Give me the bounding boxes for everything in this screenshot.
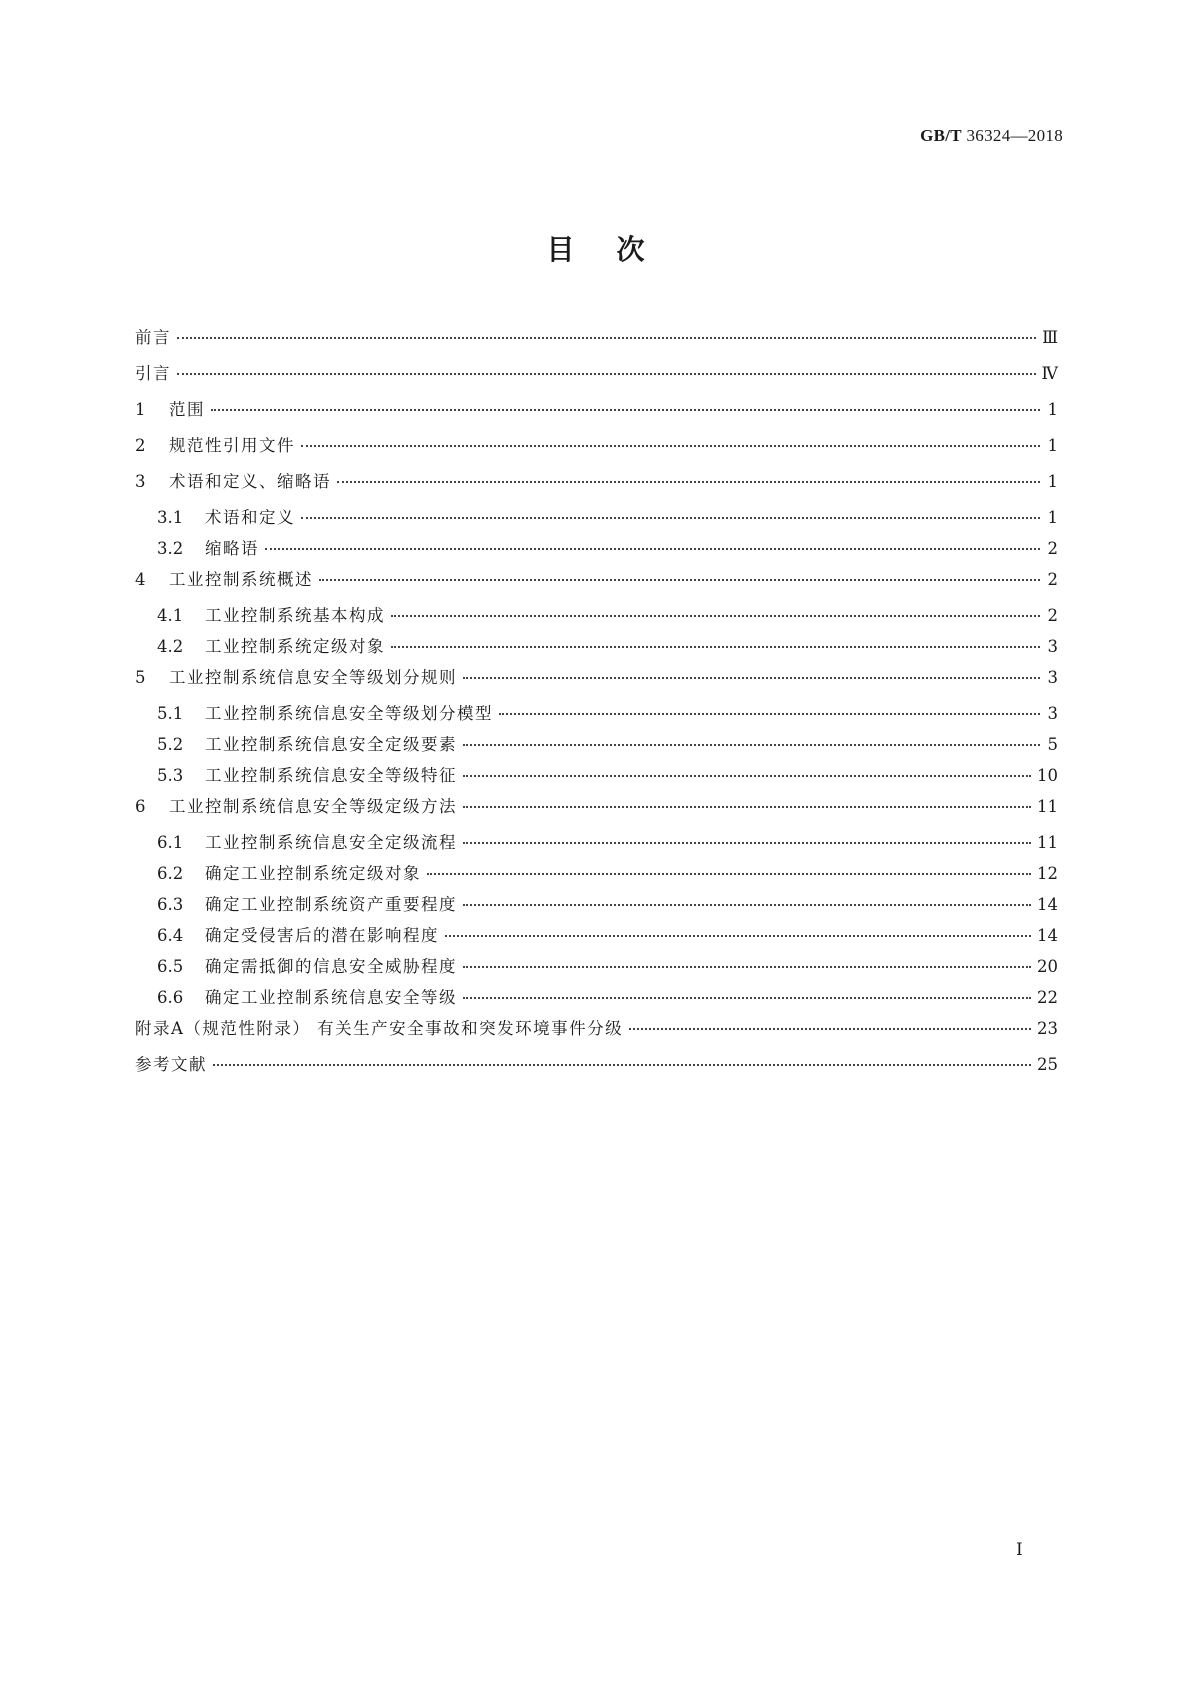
toc-entry[interactable] [135,324,1058,360]
dot-leader [463,966,1031,968]
dot-leader [265,548,1040,550]
toc-entry-number: 3 [135,472,146,491]
toc-entry-page: Ⅳ [1041,364,1058,383]
toc-entry[interactable] [135,602,1058,633]
table-of-contents [135,324,1058,1087]
toc-entry[interactable] [135,1015,1058,1051]
toc-entry-label: 确定工业控制系统信息安全等级 [205,988,457,1007]
toc-entry[interactable] [135,984,1058,1015]
dot-leader [177,373,1036,375]
toc-entry-label: 工业控制系统概述 [169,570,313,589]
toc-entry-number: 6.3 [157,895,184,914]
toc-entry-page: 23 [1037,1019,1058,1038]
dot-leader [391,646,1040,648]
toc-entry-number: 6.6 [157,988,184,1007]
toc-entry-number: 1 [135,400,146,419]
toc-entry-label: 确定需抵御的信息安全威胁程度 [205,957,457,976]
toc-entry-label: 范围 [169,400,205,419]
toc-entry-page: 2 [1047,570,1058,589]
toc-entry-label: 工业控制系统信息安全定级流程 [205,833,457,852]
dot-leader [301,445,1040,447]
toc-entry-number: 3.2 [157,539,184,558]
toc-entry-number: 6 [135,797,146,816]
dot-leader [319,579,1040,581]
toc-entry-label: 工业控制系统信息安全等级特征 [205,766,457,785]
toc-entry-page: 22 [1037,988,1058,1007]
toc-entry-number: 5 [135,668,146,687]
toc-entry-label: 工业控制系统信息安全等级划分规则 [169,668,457,687]
toc-entry-page: 12 [1037,864,1058,883]
standard-id: 36324—2018 [966,126,1063,145]
toc-entry-page: 2 [1047,539,1058,558]
toc-entry-number: 6.4 [157,926,184,945]
toc-entry[interactable] [135,468,1058,504]
toc-entry-label: 缩略语 [205,539,259,558]
toc-entry-number: 5.1 [157,704,184,723]
standard-code: GB/T [920,126,962,145]
toc-entry-page: 1 [1047,472,1058,491]
dot-leader [391,615,1040,617]
toc-entry[interactable] [135,633,1058,664]
toc-entry-label: 工业控制系统信息安全等级定级方法 [169,797,457,816]
dot-leader [463,806,1031,808]
toc-entry-number: 6.2 [157,864,184,883]
toc-entry-number: 5.3 [157,766,184,785]
toc-entry-page: 11 [1037,797,1058,816]
toc-entry[interactable] [135,700,1058,731]
dot-leader [211,409,1040,411]
toc-entry-page: 25 [1037,1055,1058,1074]
toc-entry[interactable] [135,953,1058,984]
toc-entry-number: 6.5 [157,957,184,976]
toc-entry-page: 3 [1047,637,1058,656]
page-number: I [1016,1540,1023,1560]
toc-entry[interactable] [135,731,1058,762]
toc-entry[interactable] [135,860,1058,891]
toc-entry[interactable] [135,664,1058,700]
toc-title: 目次 [546,233,687,266]
toc-entry-number: 3.1 [157,508,184,527]
toc-entry-page: 3 [1047,704,1058,723]
toc-entry-page: 1 [1047,400,1058,419]
toc-entry-label: 工业控制系统基本构成 [205,606,385,625]
dot-leader [337,481,1040,483]
toc-entry-label: 术语和定义 [205,508,295,527]
toc-entry[interactable] [135,396,1058,432]
toc-entry[interactable] [135,829,1058,860]
toc-entry-number: 2 [135,436,146,455]
dot-leader [177,337,1036,339]
toc-entry-label: 工业控制系统信息安全定级要素 [205,735,457,754]
dot-leader [213,1064,1031,1066]
toc-entry-page: 2 [1047,606,1058,625]
toc-entry-label: 术语和定义、缩略语 [169,472,331,491]
toc-entry[interactable] [135,1051,1058,1087]
toc-entry-label: 引言 [135,364,171,383]
toc-entry[interactable] [135,793,1058,829]
toc-entry[interactable] [135,891,1058,922]
toc-entry-page: 20 [1037,957,1058,976]
toc-entry[interactable] [135,535,1058,566]
dot-leader [463,744,1040,746]
toc-entry-label: 工业控制系统信息安全等级划分模型 [205,704,493,723]
toc-entry-number: 4 [135,570,146,589]
toc-entry[interactable] [135,566,1058,602]
dot-leader [301,517,1040,519]
standard-number [920,126,1063,146]
dot-leader [463,904,1031,906]
dot-leader [463,842,1031,844]
toc-entry-page: Ⅲ [1042,328,1058,347]
toc-entry[interactable] [135,762,1058,793]
toc-entry-page: 1 [1047,508,1058,527]
toc-entry-page: 14 [1037,926,1058,945]
dot-leader [629,1028,1031,1030]
toc-entry-label: 前言 [135,328,171,347]
toc-entry-page: 10 [1037,766,1058,785]
toc-entry-label: 确定受侵害后的潜在影响程度 [205,926,439,945]
toc-entry[interactable] [135,432,1058,468]
dot-leader [463,997,1031,999]
toc-entry-label: 确定工业控制系统定级对象 [205,864,421,883]
dot-leader [463,775,1031,777]
toc-entry-label: 确定工业控制系统资产重要程度 [205,895,457,914]
toc-entry[interactable] [135,922,1058,953]
toc-entry-number: 4.2 [157,637,184,656]
toc-entry-label: 参考文献 [135,1055,207,1074]
toc-entry-page: 14 [1037,895,1058,914]
toc-entry-page: 11 [1037,833,1058,852]
dot-leader [499,713,1040,715]
toc-entry-number: 5.2 [157,735,184,754]
dot-leader [427,873,1031,875]
toc-entry-page: 5 [1047,735,1058,754]
toc-entry[interactable] [135,504,1058,535]
toc-entry-number: 4.1 [157,606,184,625]
toc-entry-page: 3 [1047,668,1058,687]
toc-entry-label: 工业控制系统定级对象 [205,637,385,656]
toc-entry-label: 附录A（规范性附录） 有关生产安全事故和突发环境事件分级 [135,1019,624,1038]
toc-entry-label: 规范性引用文件 [169,436,295,455]
dot-leader [463,677,1040,679]
toc-entry-number: 6.1 [157,833,184,852]
dot-leader [445,935,1031,937]
toc-entry[interactable] [135,360,1058,396]
toc-entry-page: 1 [1047,436,1058,455]
